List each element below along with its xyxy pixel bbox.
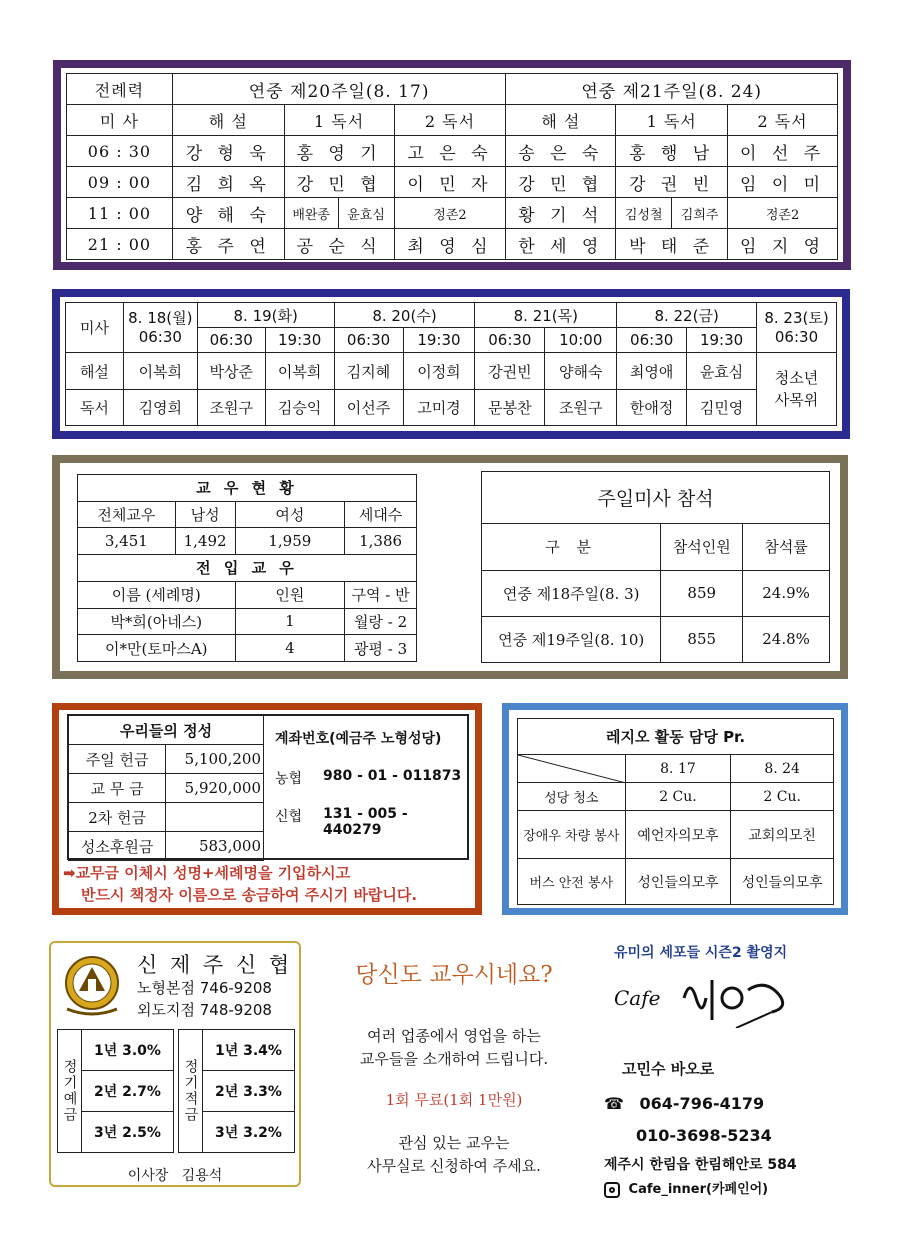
- offering-label: 주일 헌금: [69, 745, 166, 774]
- day-header: 8. 20(수): [334, 303, 475, 328]
- schedule-cell: 양 해 숙: [172, 198, 284, 229]
- schedule-cell: 홍 행 남: [616, 136, 728, 167]
- schedule-cell: 고 은 숙: [394, 136, 506, 167]
- newcomer-name: 이*만(토마스A): [78, 635, 236, 662]
- legio-label: 성당 청소: [518, 783, 626, 811]
- attendance-count: 855: [661, 616, 743, 662]
- legio-frame: [502, 703, 848, 915]
- role-header: 2 독서: [728, 105, 838, 136]
- cafe-logo-text: Cafe: [614, 986, 661, 1010]
- mass-time: 21 : 00: [67, 229, 173, 260]
- newcomer-header: 인원: [235, 581, 345, 608]
- legio-cell: 예언자의모후: [625, 811, 731, 859]
- commentator-cell: 김지혜: [334, 353, 403, 389]
- schedule-cell: 홍 영 기: [284, 136, 394, 167]
- schedule-cell: 송 은 숙: [506, 136, 616, 167]
- mass-time: 06:30: [757, 328, 837, 353]
- rate: 3.2%: [243, 1124, 282, 1141]
- day-header: 8. 19(화): [197, 303, 334, 328]
- diagonal-cell: [518, 755, 626, 783]
- member-business-ad: [316, 956, 592, 1176]
- rate: 2.7%: [122, 1083, 161, 1100]
- mass-time: 06:30: [123, 328, 197, 353]
- liturgical-calendar-header: 전례력: [67, 74, 173, 105]
- newcomer-area: 광평 - 3: [345, 635, 417, 662]
- parish-value: 3,451: [78, 528, 176, 555]
- term: 1년: [214, 1042, 239, 1059]
- branch-info: 외도지점 748-9208: [137, 1001, 272, 1019]
- sunday-schedule-frame: [53, 60, 851, 270]
- schedule-cell: 이 민 자: [394, 167, 506, 198]
- mass-time: 10:00: [545, 328, 617, 353]
- savings-label: 정기적금: [179, 1030, 203, 1153]
- legio-cell: 성인들의모후: [731, 859, 834, 905]
- transfer-notice: ➡교무금 이체시 성명+세례명을 기입하시고: [63, 864, 351, 882]
- savings-rate: [202, 1070, 294, 1111]
- rate: 3.3%: [243, 1083, 282, 1100]
- cafe-phone1-row: [604, 1094, 764, 1113]
- schedule-cell: 강 형 욱: [172, 136, 284, 167]
- mass-time: 19:30: [403, 328, 475, 353]
- phone-icon: ☎: [604, 1094, 624, 1113]
- reader-cell: 김영희: [123, 389, 197, 425]
- schedule-cell: 홍 주 연: [172, 229, 284, 260]
- parish-status-table: [77, 474, 417, 662]
- cafe-tagline: 유미의 세포들 시즌2 촬영지: [614, 945, 788, 961]
- schedule-cell: 이 선 주: [728, 136, 838, 167]
- schedule-cell: 김희주: [672, 198, 728, 229]
- schedule-cell: 한 세 영: [506, 229, 616, 260]
- offering-frame: [52, 703, 482, 915]
- saturday-cell: 청소년 사목위: [757, 353, 837, 426]
- ad-line: 사무실로 신청하여 주세요.: [367, 1157, 541, 1175]
- day-header: 8. 21(목): [475, 303, 617, 328]
- offering-amount: 583,000: [166, 832, 264, 861]
- schedule-cell: 임 이 미: [728, 167, 838, 198]
- schedule-cell: 황 기 석: [506, 198, 616, 229]
- legio-date: 8. 17: [625, 755, 731, 783]
- instagram-icon: [604, 1182, 620, 1198]
- parish-header: 남성: [175, 501, 235, 528]
- bank-name: 농협: [275, 771, 303, 787]
- mass-time: 19:30: [265, 328, 334, 353]
- account-number: 980 - 01 - 011873: [323, 768, 462, 784]
- role-header: 1 독서: [616, 105, 728, 136]
- reader-cell: 문봉찬: [475, 389, 545, 425]
- commentator-cell: 최영애: [617, 353, 687, 389]
- legio-cell: 2 Cu.: [731, 783, 834, 811]
- deposit-rate: [81, 1111, 173, 1152]
- schedule-cell: 정존2: [728, 198, 838, 229]
- deposit-rate: [81, 1070, 173, 1111]
- cafe-phone2: 010-3698-5234: [636, 1126, 772, 1145]
- newcomers-title: 전 입 교 우: [78, 555, 417, 582]
- offering-label: 교 무 금: [69, 774, 166, 803]
- cafe-logo-icon: [676, 968, 806, 1028]
- savings-rate: [202, 1111, 294, 1152]
- reader-cell: 김민영: [687, 389, 757, 425]
- schedule-cell: 박 태 준: [616, 229, 728, 260]
- mass-time: 06:30: [197, 328, 265, 353]
- deposit-rate-table: [57, 1029, 174, 1153]
- offering-amount: [166, 803, 264, 832]
- schedule-cell: 최 영 심: [394, 229, 506, 260]
- schedule-cell: 임 지 영: [728, 229, 838, 260]
- mass-time: 06:30: [334, 328, 403, 353]
- reader-cell: 조원구: [545, 389, 617, 425]
- cafe-instagram: Cafe_inner(카페인어): [628, 1182, 769, 1197]
- legio-cell: 교회의모친: [731, 811, 834, 859]
- newcomer-count: 1: [235, 608, 345, 635]
- rate: 3.4%: [243, 1042, 282, 1059]
- reader-cell: 김승익: [265, 389, 334, 425]
- savings-rate-table: [178, 1029, 295, 1153]
- term: 3년: [214, 1124, 239, 1141]
- newcomer-count: 4: [235, 635, 345, 662]
- commentator-cell: 강권빈: [475, 353, 545, 389]
- reader-cell: 이선주: [334, 389, 403, 425]
- mass-time: 06 : 30: [67, 136, 173, 167]
- attendance-table: [481, 471, 830, 663]
- parish-header: 전체교우: [78, 501, 176, 528]
- deposit-label: 정기예금: [58, 1030, 82, 1153]
- attendance-title: 주일미사 참석: [482, 472, 830, 524]
- commentary-label: 해설: [66, 353, 124, 389]
- offering-table: [68, 715, 264, 861]
- term: 2년: [214, 1083, 239, 1100]
- role-header: 해 설: [506, 105, 616, 136]
- reader-cell: 고미경: [403, 389, 475, 425]
- term: 3년: [93, 1124, 118, 1141]
- account-title: 계좌번호(예금주 노형성당): [275, 731, 442, 747]
- role-header: 2 독서: [394, 105, 506, 136]
- attendance-header: 참석률: [743, 524, 830, 570]
- newcomer-area: 월랑 - 2: [345, 608, 417, 635]
- week21-header: 연중 제21주일(8. 24): [506, 74, 838, 105]
- cafe-ad: [596, 940, 846, 1202]
- offering-amount: 5,100,200: [166, 745, 264, 774]
- day-header: 8. 22(금): [617, 303, 757, 328]
- role-header: 해 설: [172, 105, 284, 136]
- commentator-cell: 이복희: [123, 353, 197, 389]
- schedule-cell: 윤효심: [338, 198, 394, 229]
- ad-line: 교우들을 소개하여 드립니다.: [359, 1050, 549, 1068]
- ad-price: 1회 무료(1회 1만원): [385, 1091, 523, 1109]
- commentator-cell: 이복희: [265, 353, 334, 389]
- newcomer-header: 이름 (세례명): [78, 581, 236, 608]
- cafe-phone1: 064-796-4179: [639, 1094, 765, 1113]
- newcomer-header: 구역 - 반: [345, 581, 417, 608]
- schedule-cell: 강 민 협: [284, 167, 394, 198]
- legio-cell: 2 Cu.: [625, 783, 731, 811]
- schedule-cell: 공 순 식: [284, 229, 394, 260]
- credit-union-logo-icon: [59, 953, 125, 1017]
- role-header: 1 독서: [284, 105, 394, 136]
- schedule-cell: 김성철: [616, 198, 672, 229]
- ad-line: 관심 있는 교우는: [398, 1134, 510, 1152]
- legio-label: 장애우 차량 봉사: [518, 811, 626, 859]
- attendance-header: 참석인원: [661, 524, 743, 570]
- rate: 3.0%: [122, 1042, 161, 1059]
- reader-cell: 조원구: [197, 389, 265, 425]
- ad-line: 여러 업종에서 영업을 하는: [367, 1027, 541, 1045]
- rate: 2.5%: [122, 1124, 161, 1141]
- offering-box: [67, 714, 469, 860]
- commentator-cell: 윤효심: [687, 353, 757, 389]
- transfer-notice: 반드시 책정자 이름으로 송금하여 주시기 바랍니다.: [81, 886, 418, 904]
- diagonal-line: [518, 755, 626, 783]
- term: 1년: [93, 1042, 118, 1059]
- mass-label: 미 사: [67, 105, 173, 136]
- branch-info: 노형본점 746-9208: [137, 979, 272, 997]
- offering-amount: 5,920,000: [166, 774, 264, 803]
- mass-time: 19:30: [687, 328, 757, 353]
- mass-time: 11 : 00: [67, 198, 173, 229]
- deposit-rate: [81, 1030, 173, 1071]
- mass-time: 06:30: [617, 328, 687, 353]
- weekday-mass-label: 미사: [66, 303, 124, 353]
- parish-status-frame: [52, 455, 848, 679]
- schedule-cell: 강 민 협: [506, 167, 616, 198]
- cafe-address: 제주시 한림읍 한림해안로 584: [604, 1157, 797, 1173]
- credit-union-ad: [49, 941, 301, 1187]
- attendance-rate: 24.8%: [743, 616, 830, 662]
- reading-label: 독서: [66, 389, 124, 425]
- week20-header: 연중 제20주일(8. 17): [172, 74, 506, 105]
- rate-tables: [57, 1029, 295, 1155]
- commentator-cell: 박상준: [197, 353, 265, 389]
- attendance-label: 연중 제18주일(8. 3): [482, 570, 661, 616]
- ad-headline: 당신도 교우시네요?: [355, 962, 553, 988]
- parish-header: 세대수: [345, 501, 417, 528]
- day-header: 8. 23(토): [757, 303, 837, 328]
- parish-value: 1,492: [175, 528, 235, 555]
- commentator-cell: 양해숙: [545, 353, 617, 389]
- newcomer-name: 박*희(아네스): [78, 608, 236, 635]
- offering-label: 2차 헌금: [69, 803, 166, 832]
- parish-value: 1,386: [345, 528, 417, 555]
- weekday-schedule-table: [65, 302, 837, 426]
- offering-label: 성소후원금: [69, 832, 166, 861]
- mass-time: 09 : 00: [67, 167, 173, 198]
- sunday-schedule-table: [66, 73, 838, 260]
- parish-value: 1,959: [235, 528, 345, 555]
- legio-title: 레지오 활동 담당 Pr.: [518, 719, 834, 755]
- attendance-header: 구 분: [482, 524, 661, 570]
- term: 2년: [93, 1083, 118, 1100]
- attendance-count: 859: [661, 570, 743, 616]
- weekday-schedule-frame: [52, 289, 850, 439]
- legio-table: [517, 718, 834, 905]
- chairman: 이사장 김용석: [127, 1168, 223, 1184]
- cafe-instagram-row: [604, 1178, 768, 1198]
- legio-label: 버스 안전 봉사: [518, 859, 626, 905]
- parish-header: 여성: [235, 501, 345, 528]
- credit-union-name: 신 제 주 신 협: [137, 953, 293, 977]
- day-header: 8. 18(월): [123, 303, 197, 328]
- legio-cell: 성인들의모후: [625, 859, 731, 905]
- attendance-label: 연중 제19주일(8. 10): [482, 616, 661, 662]
- commentator-cell: 이정희: [403, 353, 475, 389]
- cafe-owner: 고민수 바오로: [622, 1060, 715, 1078]
- offering-title: 우리들의 정성: [69, 716, 264, 745]
- account-number: 131 - 005 - 440279: [323, 806, 408, 838]
- mass-time: 06:30: [475, 328, 545, 353]
- legio-date: 8. 24: [731, 755, 834, 783]
- schedule-cell: 김 희 옥: [172, 167, 284, 198]
- schedule-cell: 강 권 빈: [616, 167, 728, 198]
- schedule-cell: 정존2: [394, 198, 506, 229]
- savings-rate: [202, 1030, 294, 1071]
- schedule-cell: 배완종: [284, 198, 338, 229]
- reader-cell: 한애정: [617, 389, 687, 425]
- parish-status-title: 교 우 현 황: [78, 475, 417, 502]
- bank-name: 신협: [275, 809, 303, 825]
- attendance-rate: 24.9%: [743, 570, 830, 616]
